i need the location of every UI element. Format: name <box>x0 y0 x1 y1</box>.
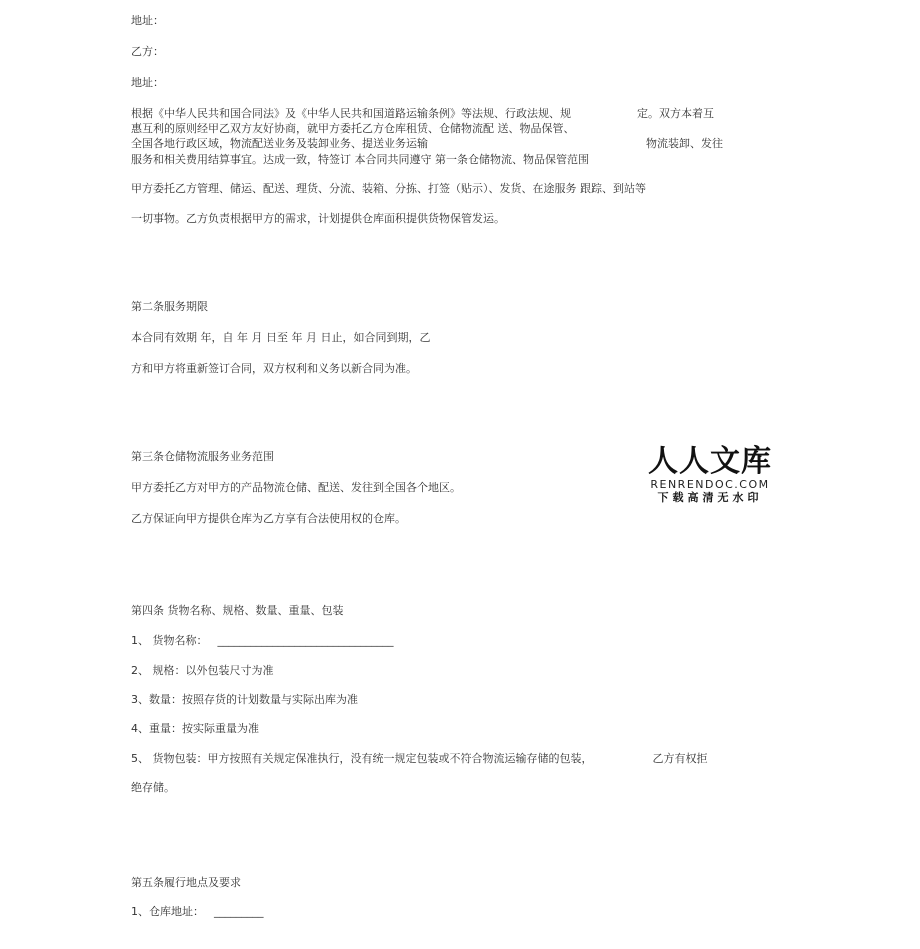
article4-item-5-cont: 绝存储。 <box>131 781 175 794</box>
article5-item-1: 1、仓库地址： _________ <box>131 905 264 918</box>
preamble-line-2: 惠互利的原则经甲乙双方友好协商，就甲方委托乙方仓库租赁、仓储物流配 送、物品保管、 <box>131 122 575 135</box>
article4-item-4: 4、重量：按实际重量为准 <box>131 722 259 735</box>
article3-title: 第三条仓储物流服务业务范围 <box>131 450 274 463</box>
article3-line-2: 乙方保证向甲方提供仓库为乙方享有合法使用权的仓库。 <box>131 512 406 525</box>
watermark-slogan: 下载高清无水印 <box>657 491 763 504</box>
warehouse-address-blank: _________ <box>214 905 264 918</box>
article2-title: 第二条服务期限 <box>131 300 208 313</box>
article4-title: 第四条 货物名称、规格、数量、重量、包装 <box>131 604 344 617</box>
address-line-2: 地址： <box>131 76 164 89</box>
party-b-line: 乙方： <box>131 45 164 58</box>
article3-line-1: 甲方委托乙方对甲方的产品物流仓储、配送、发往到全国各个地区。 <box>131 481 461 494</box>
article4-item-3: 3、数量：按照存货的计划数量与实际出库为准 <box>131 693 358 706</box>
watermark-title: 人人文库 <box>648 444 772 479</box>
article4-item-1: 1、 货物名称： ________________________________ <box>131 634 394 647</box>
preamble-line-4: 服务和相关费用结算事宜。达成一致，特签订 本合同共同遵守 第一条仓储物流、物品保管范围 <box>131 153 589 166</box>
article2-line-1: 本合同有效期 年，自 年 月 日至 年 月 日止，如合同到期，乙 <box>131 331 431 344</box>
watermark-logo <box>648 446 772 505</box>
article5-title: 第五条履行地点及要求 <box>131 876 241 889</box>
article4-item-5: 5、 货物包装：甲方按照有关规定保准执行，没有统一规定包装或不符合物流运输存储的包装， 乙方有权拒 <box>131 752 708 765</box>
article2-line-2: 方和甲方将重新签订合同，双方权利和义务以新合同为准。 <box>131 362 417 375</box>
article1-line-1: 甲方委托乙方管理、储运、配送、理货、分流、装箱、分拣、打签（贴示）、发货、在途服务 跟踪、到站等 <box>131 182 646 195</box>
article1-line-2: 一切事物。乙方负责根据甲方的需求，计划提供仓库面积提供货物保管发运。 <box>131 212 505 225</box>
preamble-line-1: 根据《中华人民共和国合同法》及《中华人民共和国道路运输条例》等法规、行政法规、规 定。双方本着互 <box>131 107 714 120</box>
preamble-line-3: 全国各地行政区域，物流配送业务及装卸业务、提送业务运输 物流装卸、发往 <box>131 137 723 150</box>
watermark-domain: RENRENDOC.COM <box>650 478 770 491</box>
goods-name-blank: ________________________________ <box>217 634 394 647</box>
article4-item-2: 2、 规格：以外包装尺寸为准 <box>131 664 274 677</box>
address-line-1: 地址： <box>131 14 164 27</box>
